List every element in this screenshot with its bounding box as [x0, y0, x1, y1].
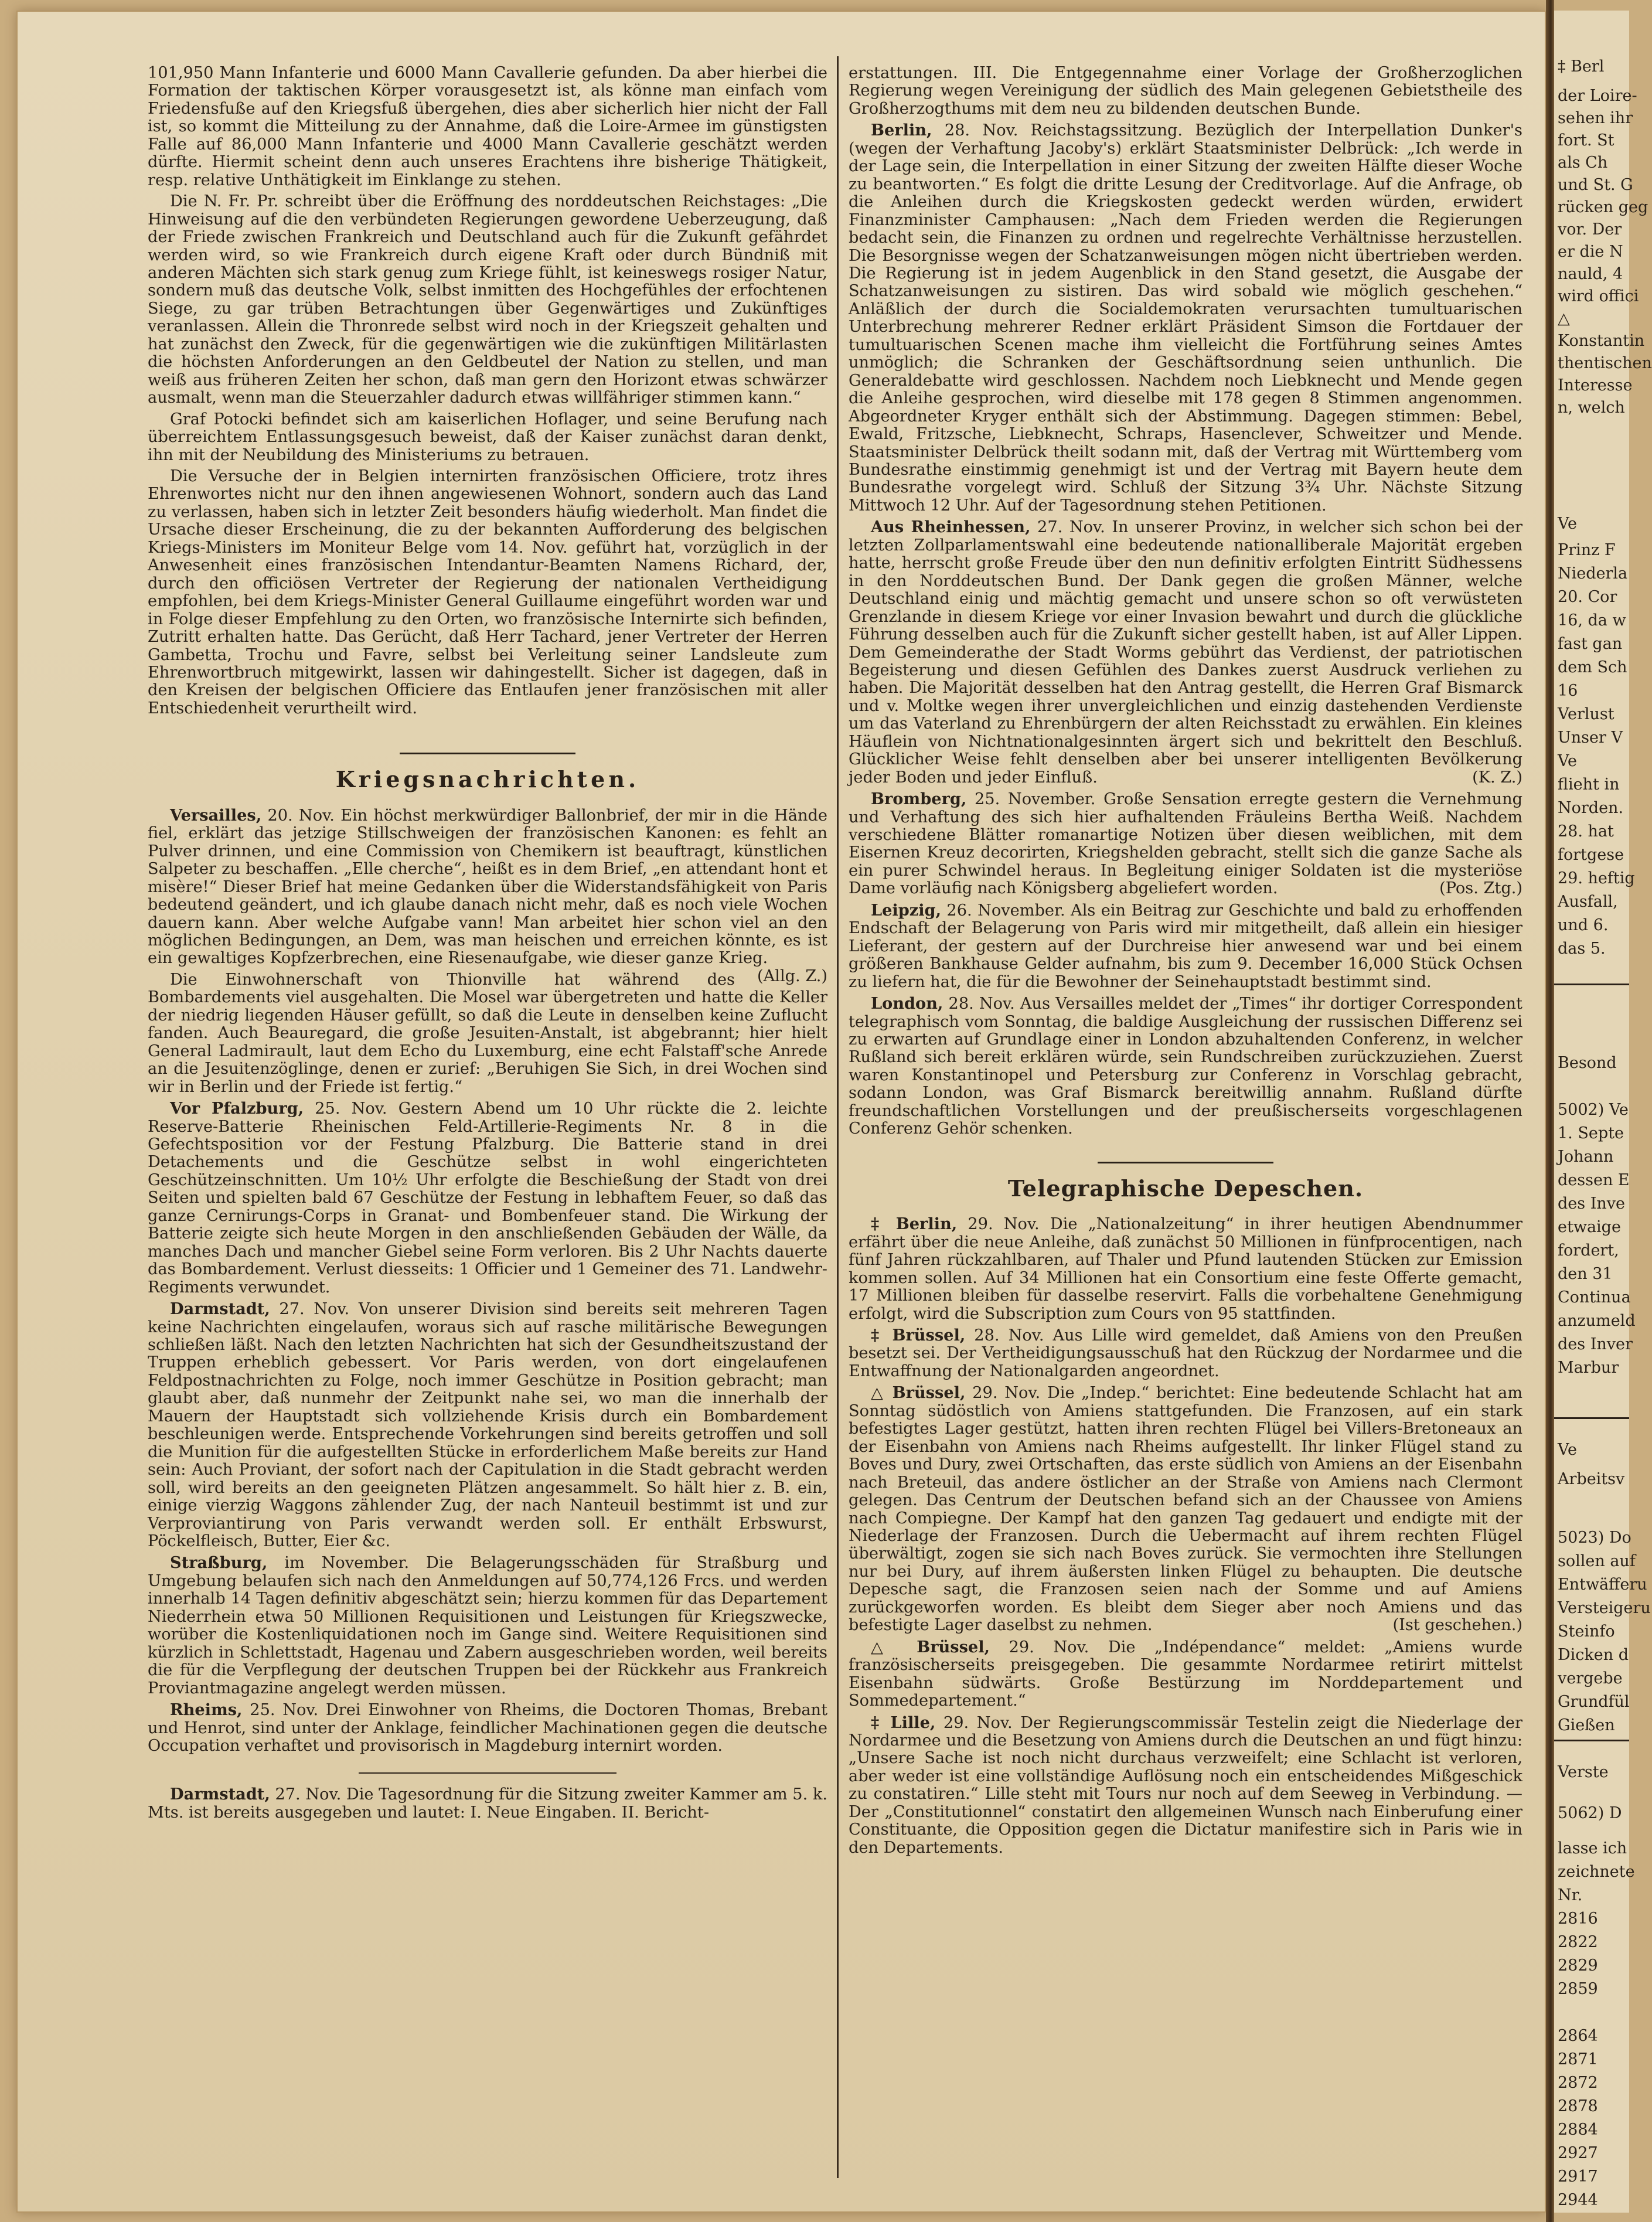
adjacent-page-text: 28. hat — [1558, 822, 1614, 841]
adjacent-page-text: rücken geg — [1558, 198, 1648, 216]
news-text: erstattungen. III. Die Entgegennahme einer Vorlage der Großherzoglichen Regierung wegen Vereinigung der südlich des Main gelegenen Gebietstheile des Großherzogthums mit dem neu zu bildenden deutschen Bunde. — [849, 64, 1522, 118]
adjacent-page-text: des Inver — [1558, 1335, 1633, 1353]
news-item — [148, 1554, 827, 1697]
news-item — [849, 1384, 1522, 1634]
left-top-paragraphs — [148, 64, 827, 717]
adjacent-page-text: als Ch — [1558, 154, 1608, 172]
adjacent-page-text: zeichnete — [1558, 1863, 1635, 1881]
war-news-list — [148, 807, 827, 1755]
adjacent-page-text: Unser V — [1558, 729, 1623, 747]
news-item — [148, 1100, 827, 1297]
adjacent-page-text: 2871 — [1558, 2050, 1598, 2068]
news-text: 29. Nov. Der Regierungscommissär Testelin zeigt die Niederlage der Nordarmee und die Besetzung von Amiens durch die Deutschen an und fügt hinzu: „Unsere Sache ist noch nicht durchaus verzweifelt; eine Schlacht ist verloren, aber weder ist eine vollständige Auflösung noch ein entscheidendes Mißgeschick zu constatiren.“ Lille steht mit Tours nur noch auf dem Seeweg in Verbindung. — Der „Constitutionnel“ constatirt den allgemeinen Wunsch nach Einberufung einer Constituante, die Opposition gegen die Dictatur manifestire sich in Paris wie in den Departements. — [849, 1713, 1523, 1857]
dateline-place: Darmstadt, — [170, 1785, 270, 1804]
adjacent-page-text: 5062) D — [1558, 1804, 1622, 1822]
dateline-place: Berlin, — [871, 121, 932, 140]
adjacent-page-text: und St. G — [1558, 176, 1633, 194]
news-text: 28. Nov. Reichstagssitzung. Bezüglich der Interpellation Dunker's (wegen der Verhaftung Jacoby's) erklärt Staatsminister Delbrück: „Ich werde in der Lage sein, die Interpellation in einer Sitzung der zweiten Hälfte dieser Woche zu beantworten.“ Es folgt die dritte Lesung der Creditvorlage. Auf die Anfrage, ob die Anleihen durch die Kriegskosten gedeckt werden würden, erwidert Finanzminister Camphausen: „Nach dem Frieden werden die Regierungen bedacht sein, die Finanzen zu ordnen und regelrechte Verhältnisse herzustellen. Die Besorgnisse wegen der Schatzanweisungen mögen nicht übertrieben werden. Die Regierung ist in jedem Augenblick in den Stand gesetzt, die Ausgabe der Schatzanweisungen zu sistiren. Das wird sobald wie möglich geschehen.“ Anläßlich der durch die Socialdemokraten verursachten tumultuarischen Unterbrechung mehrerer Redner erklärt Präsident Simson die Fortdauer der tumultuarischen Scenen mache ihm vielleicht die Fortführung seines Amtes unmöglich; die Schranken der Geschäftsordnung seien unthunlich. Die Generaldebatte wird geschlossen. Nachdem noch Liebknecht und Mende gegen die Anleihe gesprochen, wird dieselbe mit 178 gegen 8 Stimmen angenommen. Abgeordneter Kryger enthält sich der Abstimmung. Dagegen stimmen: Bebel, Ewald, Fritzsche, Liebknecht, Schraps, Hasenclever, Schweitzer und Mende. Staatsminister Delbrück theilt sodann mit, daß der Vertrag mit Württemberg vom Bundesrathe einstimmig genehmigt ist und der Vertrag mit Bayern heute dem Bundesrathe vorgelegt wird. Schluß der Sitzung 3¾ Uhr. Nächste Sitzung Mittwoch 12 Uhr. Auf der Tagesordnung stehen Petitionen. — [849, 121, 1522, 515]
adjacent-page-text: Dicken d — [1558, 1646, 1629, 1664]
adjacent-page-text: Norden. — [1558, 799, 1624, 817]
article-paragraph: Die Versuche der in Belgien internirten französischen Officiere, trotz ihres Ehrenwortes nicht nur den ihnen angewiesenen Wohnort, sondern auch das Land zu verlassen, haben sich in letzter Zeit besonders häufig wiederholt. Man findet die Ursache dieser Erscheinung, die zu der bekannten Aufforderung des belgischen Kriegs-Ministers im Moniteur Belge vom 14. Nov. geführt hat, vorzüglich in der Anwesenheit eines französischen Intendantur-Beamten Namens Richard, der, durch den officiösen Vertreter der Regierung der nationalen Vertheidigung empfohlen, bei dem Kriegs-Minister General Guillaume eingeführt worden war und in Folge dieser Empfehlung zu den Orten, wo französische Internirte sich befinden, Zutritt erhalten hatte. Das Gerücht, daß Herr Tachard, jener Vertreter der Herren Gambetta, Trochu und Favre, selbst bei Verleitung seiner Landsleute zum Ehrenwortbruch mitgewirkt, lassen wir dahingestellt. Sicher ist dagegen, daß in den Kreisen der belgischen Officiere das Entlaufen jener französischen mit aller Entschiedenheit verurtheilt wird. — [148, 467, 827, 717]
adjacent-page-text: Verste — [1558, 1763, 1609, 1781]
dateline-place: London, — [871, 994, 943, 1013]
adjacent-page-text: 2944 — [1558, 2191, 1598, 2209]
news-text: Die Einwohnerschaft von Thionville hat während des Bombardements viel ausgehalten. Die Mosel war übergetreten und hatte die Keller der niedrig liegenden Häuser gefüllt, so daß die Leute in denselben keine Zuflucht fanden. Auch Beauregard, die große Jesuiten-Anstalt, ist abgebrannt; hier hielt General Ladmirault, laut dem Echo du Luxemburg, eine echt Falstaff'sche Anrede an die Jesuitenzöglinge, denen er zurief: „Beruhigen Sie Sich, in drei Wochen sind wir in Berlin und der Friede ist fertig.“ — [148, 970, 827, 1096]
adjacent-page-text: wird offici — [1558, 287, 1639, 305]
adjacent-page-text: Continua — [1558, 1288, 1631, 1306]
adjacent-page-text: fortgese — [1558, 846, 1624, 864]
adjacent-page-text: vergebe — [1558, 1669, 1623, 1687]
news-item — [148, 1701, 827, 1755]
adjacent-page-text: sollen auf — [1558, 1552, 1636, 1570]
news-item — [849, 1638, 1522, 1710]
article-paragraph: 101,950 Mann Infanterie und 6000 Mann Cavallerie gefunden. Da aber hierbei die Formation der taktischen Körper vorausgesetzt ist, als könne man einfach vom Friedensfuße auf den Kriegsfuß übergehen, dies aber sicherlich hier nicht der Fall ist, so kommt die Mitteilung zu der Annahme, daß die Loire-Armee im günstigsten Falle auf 86,000 Mann Infanterie und 4000 Mann Cavallerie geschätzt werden dürfte. Hiermit scheint denn auch unseres Erachtens ihre bisherige Thätigkeit, resp. relative Unthätigkeit im Einklange zu stehen. — [148, 64, 827, 189]
adjacent-page-text: Ve — [1558, 1441, 1577, 1459]
adjacent-page-text: Konstantin — [1558, 332, 1645, 350]
adjacent-page-text: Verlust — [1558, 705, 1614, 723]
news-item — [849, 121, 1522, 515]
dateline-place: Aus Rheinhessen, — [871, 518, 1031, 537]
news-item — [849, 790, 1522, 898]
adjacent-page-text: 16 — [1558, 682, 1578, 700]
adjacent-page-text: dessen E — [1558, 1171, 1630, 1189]
adjacent-page-text: 5023) Do — [1558, 1529, 1631, 1547]
dateline-place: ‡ Lille, — [871, 1713, 936, 1732]
section-rule — [1098, 1162, 1273, 1163]
news-text: 27. Nov. In unserer Provinz, in welcher sich schon bei der letzten Zollparlamentswahl eine bedeutende nationalliberale Majorität ergeben hatte, herrscht große Freude über den nun definitiv erfolgten Eintritt Südhessens in den Norddeutschen Bund. Der Dank gegen die großen Männer, welche Deutschland einig und mächtig gemacht und unsere schon so oft verwüsteten Grenzlande in diesem Kriege vor einer Invasion bewahrt und durch die glückliche Führung desselben auch für die Zukunft sicher gestellt haben, ist auf Aller Lippen. Dem Gemeinderathe der Stadt Worms gebührt das Verdienst, der patriotischen Begeisterung und diesen Gefühlen des Dankes zuerst Ausdruck verliehen zu haben. Die Majorität desselben hat den Antrag gestellt, die Herren Graf Bismarck und v. Moltke wegen ihrer unvergleichlichen und einzig dastehenden Verdienste um das Vaterland zu Ehrenbürgern der alten Reichsstadt zu erwählen. Ein kleines Häuflein von Nichtnationalgesinnten ärgert sich und bekrittelt den Beschluß. Glücklicher Weise fehlt denselben aber bei unserer intelligenten Bevölkerung jeder Boden und jeder Einfluß. — [849, 518, 1522, 787]
adjacent-page-text: Nr. — [1558, 1886, 1583, 1904]
news-item — [148, 1300, 827, 1550]
adjacent-page-text: thentischen — [1558, 354, 1652, 372]
news-item — [849, 901, 1522, 991]
adjacent-page-text: sehen ihr — [1558, 109, 1633, 127]
right-news-list — [849, 64, 1522, 1138]
adjacent-page-text: Marbur — [1558, 1359, 1619, 1377]
section-heading-war-news: Kriegsnachrichten. — [335, 766, 640, 793]
adjacent-page-text: fast gan — [1558, 635, 1623, 653]
adjacent-page-text: Interesse — [1558, 376, 1633, 394]
dateline-place: Darmstadt, — [170, 1299, 270, 1319]
news-text: 26. November. Als ein Beitrag zur Geschichte und bald zu erhoffenden Endschaft der Belagerung von Paris wird mir mitgetheilt, daß allein ein hiesiger Lieferant, der gestern auf der Durchreise hier anwesend war und bei einem größeren Bankhause Gelder aufnahm, bis zum 9. December 16,000 Stück Ochsen zu liefern hat, die für die Bewohner der Seinehauptstadt bestimmt sind. — [849, 901, 1522, 991]
adjacent-page-text: 1. Septe — [1558, 1124, 1624, 1142]
news-text: im November. Die Belagerungsschäden für Straßburg und Umgebung belaufen sich nach den Anmeldungen auf 50,774,126 Frcs. und werden innerhalb 14 Tagen definitiv abgeschätzt sein; hierzu kommen für das Departement Niederrhein etwa 50 Millionen Requisitionen und Leistungen für Kriegszwecke, worüber die Kostenliquidationen noch im Gange sind. Weitere Requisitionen sind kürzlich in Schlettstadt, Hagenau und Zabern ausgeschrieben worden, weil bereits die für die Verpflegung der deutschen Truppen bei der Rückkehr aus Frankreich Proviantmagazine angelegt werden müssen. — [148, 1554, 827, 1697]
adjacent-page-text: 2829 — [1558, 1956, 1598, 1975]
news-text: 25. Nov. Drei Einwohner von Rheims, die Doctoren Thomas, Brebant und Henrot, sind unter der Anklage, feindlicher Machinationen gegen die deutsche Occupation verhaftet und provisorisch in Magdeburg internirt worden. — [148, 1701, 827, 1755]
dispatch-list — [849, 1215, 1522, 1857]
adjacent-page-text: △ — [1558, 309, 1570, 328]
dateline-place: △ Brüssel, — [871, 1383, 966, 1403]
adjacent-page-text: fordert, — [1558, 1241, 1619, 1260]
left-column — [148, 64, 827, 1825]
adjacent-page-text: 16, da w — [1558, 611, 1626, 629]
adjacent-page-text: und 6. — [1558, 916, 1609, 934]
dateline-text: 27. Nov. Die Tagesordnung für die Sitzung zweiter Kammer am 5. k. Mts. ist bereits ausgegeben und lautet: I. Neue Eingaben. II. Bericht- — [148, 1785, 828, 1822]
adjacent-page-rule — [1554, 1417, 1629, 1419]
adjacent-page-text: 2927 — [1558, 2144, 1598, 2162]
adjacent-page-rule — [1554, 1740, 1629, 1741]
adjacent-page-text: 2822 — [1558, 1933, 1598, 1951]
adjacent-page-text: anzumeld — [1558, 1312, 1636, 1330]
adjacent-page-text: Grundfül — [1558, 1693, 1630, 1711]
news-item — [849, 1714, 1522, 1857]
adjacent-page-text: 2872 — [1558, 2074, 1598, 2092]
dateline-place: ‡ Berlin, — [871, 1214, 958, 1234]
news-text: 25. November. Große Sensation erregte gestern die Vernehmung und Verhaftung des sich hier aufhaltenden Fräuleins Bertha Weiß. Nachdem verschiedene Blätter romanartige Notizen über diesen weiblichen, mit dem Eisernen Kreuz decorirten, Kriegshelden gebracht, stellt sich die ganze Sache als ein purer Schwindel heraus. In Begleitung einiger Soldaten ist die mysteriöse Dame vorläufig nach Königsberg abgeliefert worden. — [849, 790, 1522, 898]
dateline-place: △ Brüssel, — [871, 1637, 990, 1656]
adjacent-page-text: der Loire- — [1558, 87, 1637, 105]
section-rule — [359, 1772, 616, 1774]
dateline-place: Vor Pfalzburg, — [170, 1099, 304, 1118]
adjacent-page-text: 2917 — [1558, 2167, 1598, 2186]
adjacent-page-text: 5002) Ve — [1558, 1101, 1629, 1119]
adjacent-page-text: 2859 — [1558, 1980, 1598, 1998]
news-text: 27. Nov. Von unserer Division sind bereits seit mehreren Tagen keine Nachrichten eingelaufen, woraus sich auf rasche militärische Bewegungen schließen läßt. Nach den letzten Nachrichten hat sich der Gesundheitszustand der Truppen erheblich gebessert. Vor Paris werden, von dort eingelaufenen Feldpostnachrichten zu Folge, noch immer Geschütze in Position gebracht; man glaubt aber, daß nunmehr der Zeitpunkt nahe sei, wo man die innerhalb der Mauern der Hauptstadt sich vollziehende Krisis durch ein Bombardement beschleunigen werde. Entsprechende Vorkehrungen sind bereits getroffen und soll die Munition für die aufgestellten Stücke in erforderlichem Maße bereits zur Hand sein: Auch Proviant, der sofort nach der Capitulation in die Stadt gebracht werden soll, wird bereits an den geeigneten Plätzen angesammelt. So hält hier z. B. ein, einige vierzig Waggons zählender Zug, der nach Nanteuil bestimmt ist und zur Verproviantirung von Paris verwandt werden soll. Er enthält Erbswurst, Pöckelfleisch, Butter, Eier &c. — [148, 1300, 827, 1550]
adjacent-page-text: den 31 — [1558, 1265, 1613, 1283]
source-credit: (K. Z.) — [1472, 768, 1522, 787]
news-item — [849, 1215, 1522, 1323]
news-text: 29. Nov. Die „Indep.“ berichtet: Eine bedeutende Schlacht hat am Sonntag südöstlich von Amiens stattgefunden. Die Franzosen, auf ein stark befestigtes Lager gestützt, hatten ihren rechten Flügel bei Villers-Bretoneaux an der Eisenbahn von Amiens nach Rheims aufgestellt. Ihr linker Flügel stand zu Boves und Dury, zwei Ortschaften, das erste südlich von Amiens an der Eisenbahn nach Breteuil, das andere östlicher an der Straße von Amiens nach Clermont gelegen. Das Centrum der Deutschen befand sich an der Chaussee von Amiens nach Compiegne. Der Kampf hat den ganzen Tag gedauert und endigte mit der Niederlage der Franzosen. Durch die Uebermacht auf ihrem rechten Flügel überwältigt, zogen sie sich nach Boves zurück. Sie vermochten ihre Stellungen nur bei Dury, auf ihrem äußersten linken Flügel zu behaupten. Die deutsche Depesche sagt, die Franzosen seien nach der Somme und auf Amiens zurückgeworfen worden. Es bleibt dem Sieger aber noch Amiens und das befestigte Lager daselbst zu nehmen. — [849, 1384, 1523, 1635]
dateline-place: Rheims, — [170, 1700, 243, 1720]
news-text: 25. Nov. Gestern Abend um 10 Uhr rückte die 2. leichte Reserve-Batterie Rheinischen Feld-Artillerie-Regiments Nr. 8 in die Gefechtsposition vor der Festung Pfalzburg. Die Batterie stand in drei Detachements und die Geschütze selbst in wohl eingerichteten Geschützeinschnitten. Um 10½ Uhr erfolgte die Beschießung der Stadt von drei Seiten und spielten bald 67 Geschütze der Festung in lebhaftem Feuer, so daß das ganze Cernirungs-Corps in Granat- und Bombenfeuer stand. Die Wirkung der Batterie zeigte sich heute Morgen in den anschließenden Gebäuden der Wälle, da manches Dach und mancher Giebel seine Form verloren. Bis 2 Uhr Nachts dauerte das Bombardement. Verlust diesseits: 1 Officier und 1 Gemeiner des 71. Landwehr-Regiments verwundet. — [148, 1100, 827, 1297]
news-item — [849, 995, 1522, 1138]
source-credit: (Allg. Z.) — [757, 967, 827, 985]
article-paragraph — [148, 1785, 827, 1822]
adjacent-page-text: n, welch — [1558, 399, 1625, 417]
dateline-place: ‡ Brüssel, — [871, 1326, 966, 1345]
adjacent-page-text: etwaige — [1558, 1218, 1621, 1236]
news-item — [849, 518, 1522, 787]
adjacent-page-text: 29. heftig — [1558, 869, 1635, 887]
adjacent-page-text: 2884 — [1558, 2121, 1598, 2139]
dateline-place: Bromberg, — [871, 790, 967, 809]
news-text: 29. Nov. Die „Nationalzeitung“ in ihrer heutigen Abendnummer erfährt über die neue Anleihe, daß zunächst 50 Millionen in fünfprocentigen, nach fünf Jahren rückzahlbaren, auf Thaler und Pfund lautenden Stücken zur Emission kommen sollen. Auf 34 Millionen hat ein Consortium eine feste Offerte gemacht, 17 Millionen bleiben für dasselbe reservirt. Falls die vorbehaltene Genehmigung erfolgt, wird die Subscription zum Cours von 95 stattfinden. — [849, 1215, 1522, 1323]
news-text: 20. Nov. Ein höchst merkwürdiger Ballonbrief, der mir in die Hände fiel, erklärt das jetzige Stillschweigen der französischen Kanonen: es fehlt an Pulver drinnen, und eine Commission von Chemikern ist beauftragt, künstlichen Salpeter zu beschaffen. „Elle cherche“, heißt es in dem Brief, „en attendant hont et misère!“ Dieser Brief hat meine Gedanken über die Widerstandsfähigkeit von Paris bedeutend geändert, und ich glaube danach nicht mehr, daß es noch viele Wochen dauern kann. Aber welche Aufgabe vann! Man arbeitet hier schon viel an den möglichen Bedingungen, an Dem, was man heischen und erreichen könnte, es ist ein gewaltiges Kopfzerbrechen, eine Riesenaufgabe, wie dieser ganze Krieg. — [148, 806, 827, 968]
adjacent-page-text: das 5. — [1558, 940, 1606, 958]
adjacent-page-text: 20. Cor — [1558, 588, 1617, 606]
adjacent-page-text: flieht in — [1558, 775, 1620, 794]
adjacent-page-text: dem Sch — [1558, 658, 1627, 676]
source-credit: (Pos. Ztg.) — [1439, 879, 1522, 898]
adjacent-page-text: Ve — [1558, 515, 1577, 533]
adjacent-page-text: vor. Der — [1558, 220, 1622, 239]
news-text: 28. Nov. Aus Versailles meldet der „Times“ ihr dortiger Correspondent telegraphisch vom Sonntag, die baldige Ausgleichung der russischen Differenz sei zu erwarten auf Grundlage einer in London abzuhaltenden Conferenz, in welcher Rußland sich bereit erklären würde, sein Rundschreiben zurückzuziehen. Zuerst waren Konstantinopel und Petersburg zur Conferenz in Vorschlag gebracht, sodann London, was Graf Bismarck bereitwillig annahm. Rußland dürfte freundschaftlichen Vorstellungen und der preußischerseits vorgeschlagenen Conferenz Gehör schenken. — [849, 995, 1522, 1138]
adjacent-page-text: fort. St — [1558, 131, 1614, 149]
news-text: 28. Nov. Aus Lille wird gemeldet, daß Amiens von den Preußen besetzt sei. Der Vertheidigungsausschuß hat den Rückzug der Nordarmee und die Entwaffnung der Nationalgarden angeordnet. — [849, 1326, 1522, 1380]
article-paragraph: Die N. Fr. Pr. schreibt über die Eröffnung des norddeutschen Reichstages: „Die Hinweisung auf die den verbündeten Regierungen gewordene Ueberzeugung, daß der Friede zwischen Frankreich und Deutschland auch für die Zukunft gefährdet werden wird, so wie Frankreich durch eigene Kraft oder durch Bündniß mit anderen Mächten sich stark genug zum Kriege fühlt, ist keineswegs rosiger Natur, sondern muß das deutsche Volk, selbst inmitten des Hochgefühles der erfochtenen Siege, zu gar trüben Betrachtungen über Gegenwärtiges und Zukünftiges veranlassen. Allein die Thronrede selbst wird noch in der Kriegszeit gehalten und hat zunächst den Zweck, für die gegenwärtigen wie die zukünftigen Militärlasten die höchsten Anforderungen an den Geldbeutel der Nation zu stellen, und man weiß aus früheren Zeiten her schon, daß man gern den Horizont etwas schwärzer ausmalt, wenn man die Steuerzahler dadurch etwas willfähriger stimmen kann.“ — [148, 192, 827, 407]
adjacent-page-text: Arbeitsv — [1558, 1470, 1625, 1488]
adjacent-page-strip — [1554, 11, 1652, 2213]
adjacent-page-text: 2816 — [1558, 1910, 1598, 1928]
adjacent-page-text: Prinz F — [1558, 541, 1616, 559]
adjacent-page-text: Versteigeru — [1558, 1599, 1651, 1617]
adjacent-page-text: 2878 — [1558, 2097, 1598, 2115]
binding-gutter — [1546, 0, 1554, 2222]
news-item — [148, 805, 827, 985]
dateline-place: Versailles, — [170, 805, 262, 825]
adjacent-page-text: er die N — [1558, 243, 1623, 261]
adjacent-page-text: 2864 — [1558, 2027, 1598, 2045]
adjacent-page-text: ‡ Berl — [1558, 57, 1605, 76]
section-rule — [400, 753, 575, 754]
adjacent-page-rule — [1554, 984, 1629, 985]
adjacent-page-text: nauld, 4 — [1558, 265, 1623, 283]
news-item — [849, 1326, 1522, 1380]
news-item — [849, 64, 1522, 118]
adjacent-page-text: Ausfall, — [1558, 893, 1618, 911]
adjacent-page-text: Gießen — [1558, 1716, 1615, 1734]
adjacent-page-text: lasse ich — [1558, 1839, 1627, 1857]
column-divider — [837, 56, 839, 2178]
adjacent-page-text: Niederla — [1558, 564, 1628, 583]
right-column — [849, 64, 1522, 1860]
dateline-place: Straßburg, — [170, 1553, 268, 1573]
adjacent-page-text: Besond — [1558, 1054, 1617, 1072]
adjacent-page-text: des Inve — [1558, 1195, 1625, 1213]
article-paragraph: Graf Potocki befindet sich am kaiserlichen Hoflager, und seine Berufung nach überreichtem Entlassungsgesuch beweist, daß der Kaiser zunächst daran denkt, ihn mit der Neubildung des Ministeriums zu betrauen. — [148, 410, 827, 464]
news-item — [148, 971, 827, 1096]
news-text: 29. Nov. Die „Indépendance“ meldet: „Amiens wurde französischerseits preisgegeben. Die gesammte Nordarmee retirirt mittelst Eisenbahn südwärts. Große Bestürzung im Norddepartement und Sommedepartement.“ — [849, 1638, 1522, 1710]
adjacent-page-text: Entwäfferu — [1558, 1576, 1647, 1594]
section-heading-telegraph: Telegraphische Depeschen. — [1007, 1175, 1364, 1202]
adjacent-page-text: Steinfo — [1558, 1622, 1615, 1641]
adjacent-page-text: Ve — [1558, 752, 1577, 770]
dateline-place: Leipzig, — [871, 900, 941, 920]
adjacent-page-text: Johann — [1558, 1148, 1614, 1166]
source-credit: (Ist geschehen.) — [1392, 1616, 1522, 1635]
